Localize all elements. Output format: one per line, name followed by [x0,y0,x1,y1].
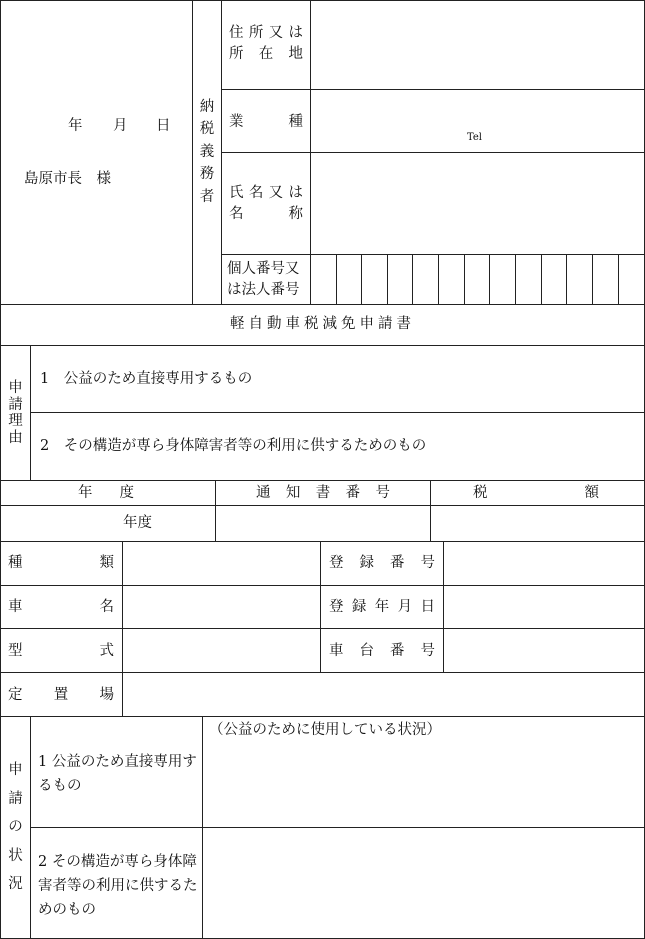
reason-label-char: 請 [8,396,23,413]
status-label [1,717,30,938]
name-label-line2: 名 称 [229,206,303,222]
divider [320,541,321,672]
vehicle-model-label: 型 式 [8,643,114,659]
reason-label-char: 申 [8,380,23,396]
public-use-status-note: （公益のために使用している状況） [209,722,441,738]
id-number-field[interactable] [311,255,644,304]
divider [0,716,645,717]
address-label-line1: 住 所 又 は [229,25,303,41]
business-field[interactable] [311,90,461,152]
address-label-line2: 所 在 地 [229,46,303,62]
vehicle-kind-label: 種 類 [8,555,114,571]
chassis-number-field[interactable] [444,629,644,672]
reason-option-public[interactable]: 1 公益のため直接専用するもの [40,371,253,387]
taxpayer-label-char: 義 [199,143,215,160]
notice-number-field[interactable] [216,506,430,541]
vehicle-model-field[interactable] [123,629,320,672]
tax-year-header: 年 度 [78,485,134,501]
name-field[interactable] [311,153,644,254]
tax-amount-field[interactable] [431,506,644,541]
notice-number-header: 通 知 書 番 号 [256,485,390,501]
status-label-char: の [8,819,23,836]
taxpayer-label [193,0,221,304]
storage-place-field[interactable] [123,673,644,716]
registration-date-label: 登 録 年 月 日 [329,599,435,615]
registration-number-label: 登 録 番 号 [329,555,435,571]
reason-label-char: 由 [8,429,23,446]
divider [0,345,645,346]
id-number-label-line1: 個人番号又 [227,261,300,277]
status-label-char: 況 [8,876,23,893]
public-use-status-field[interactable] [203,745,644,827]
status-item-disability: 2 その構造が専ら身体障害者等の利用に供するためのもの [38,854,198,918]
business-label: 業 種 [229,114,303,130]
form-title: 軽自動車税減免申請書 [230,316,415,332]
vehicle-name-label: 車 名 [8,599,114,615]
tel-label: Tel [467,132,483,143]
taxpayer-label-char: 務 [199,166,215,183]
status-item-public: 1 公益のため直接専用するもの [38,754,197,794]
divider [0,480,645,481]
divider [0,304,645,305]
disability-use-status-field[interactable] [203,828,644,938]
tax-year-suffix: 年度 [123,515,152,531]
tax-year-field[interactable] [1,506,119,541]
storage-place-label: 定 置 場 [8,687,114,703]
taxpayer-label-char: 税 [199,121,215,138]
chassis-number-label: 車 台 番 号 [329,643,435,659]
name-label-line1: 氏 名 又 は [229,185,303,201]
date-year-label: 年 [68,118,83,134]
reason-option-disability[interactable]: 2 その構造が専ら身体障害者等の利用に供するためのもの [40,438,427,454]
tax-amount-header: 税 額 [473,485,599,501]
registration-date-field[interactable] [444,586,644,628]
address-field[interactable] [311,1,644,89]
taxpayer-label-char: 納 [199,98,215,115]
reason-label [1,346,30,480]
addressee: 島原市長 様 [24,171,111,187]
divider [30,412,645,413]
vehicle-name-field[interactable] [123,586,320,628]
taxpayer-label-char: 者 [199,188,215,205]
date-month-label: 月 [113,118,128,134]
status-label-char: 申 [8,762,23,779]
reason-label-char: 理 [8,413,23,429]
vehicle-kind-field[interactable] [123,542,320,585]
id-number-label-line2: は法人番号 [227,282,300,298]
date-day-label: 日 [156,118,171,134]
registration-number-field[interactable] [444,542,644,585]
status-label-char: 請 [8,790,23,807]
tel-field[interactable] [490,90,644,152]
status-label-char: 状 [8,847,23,864]
